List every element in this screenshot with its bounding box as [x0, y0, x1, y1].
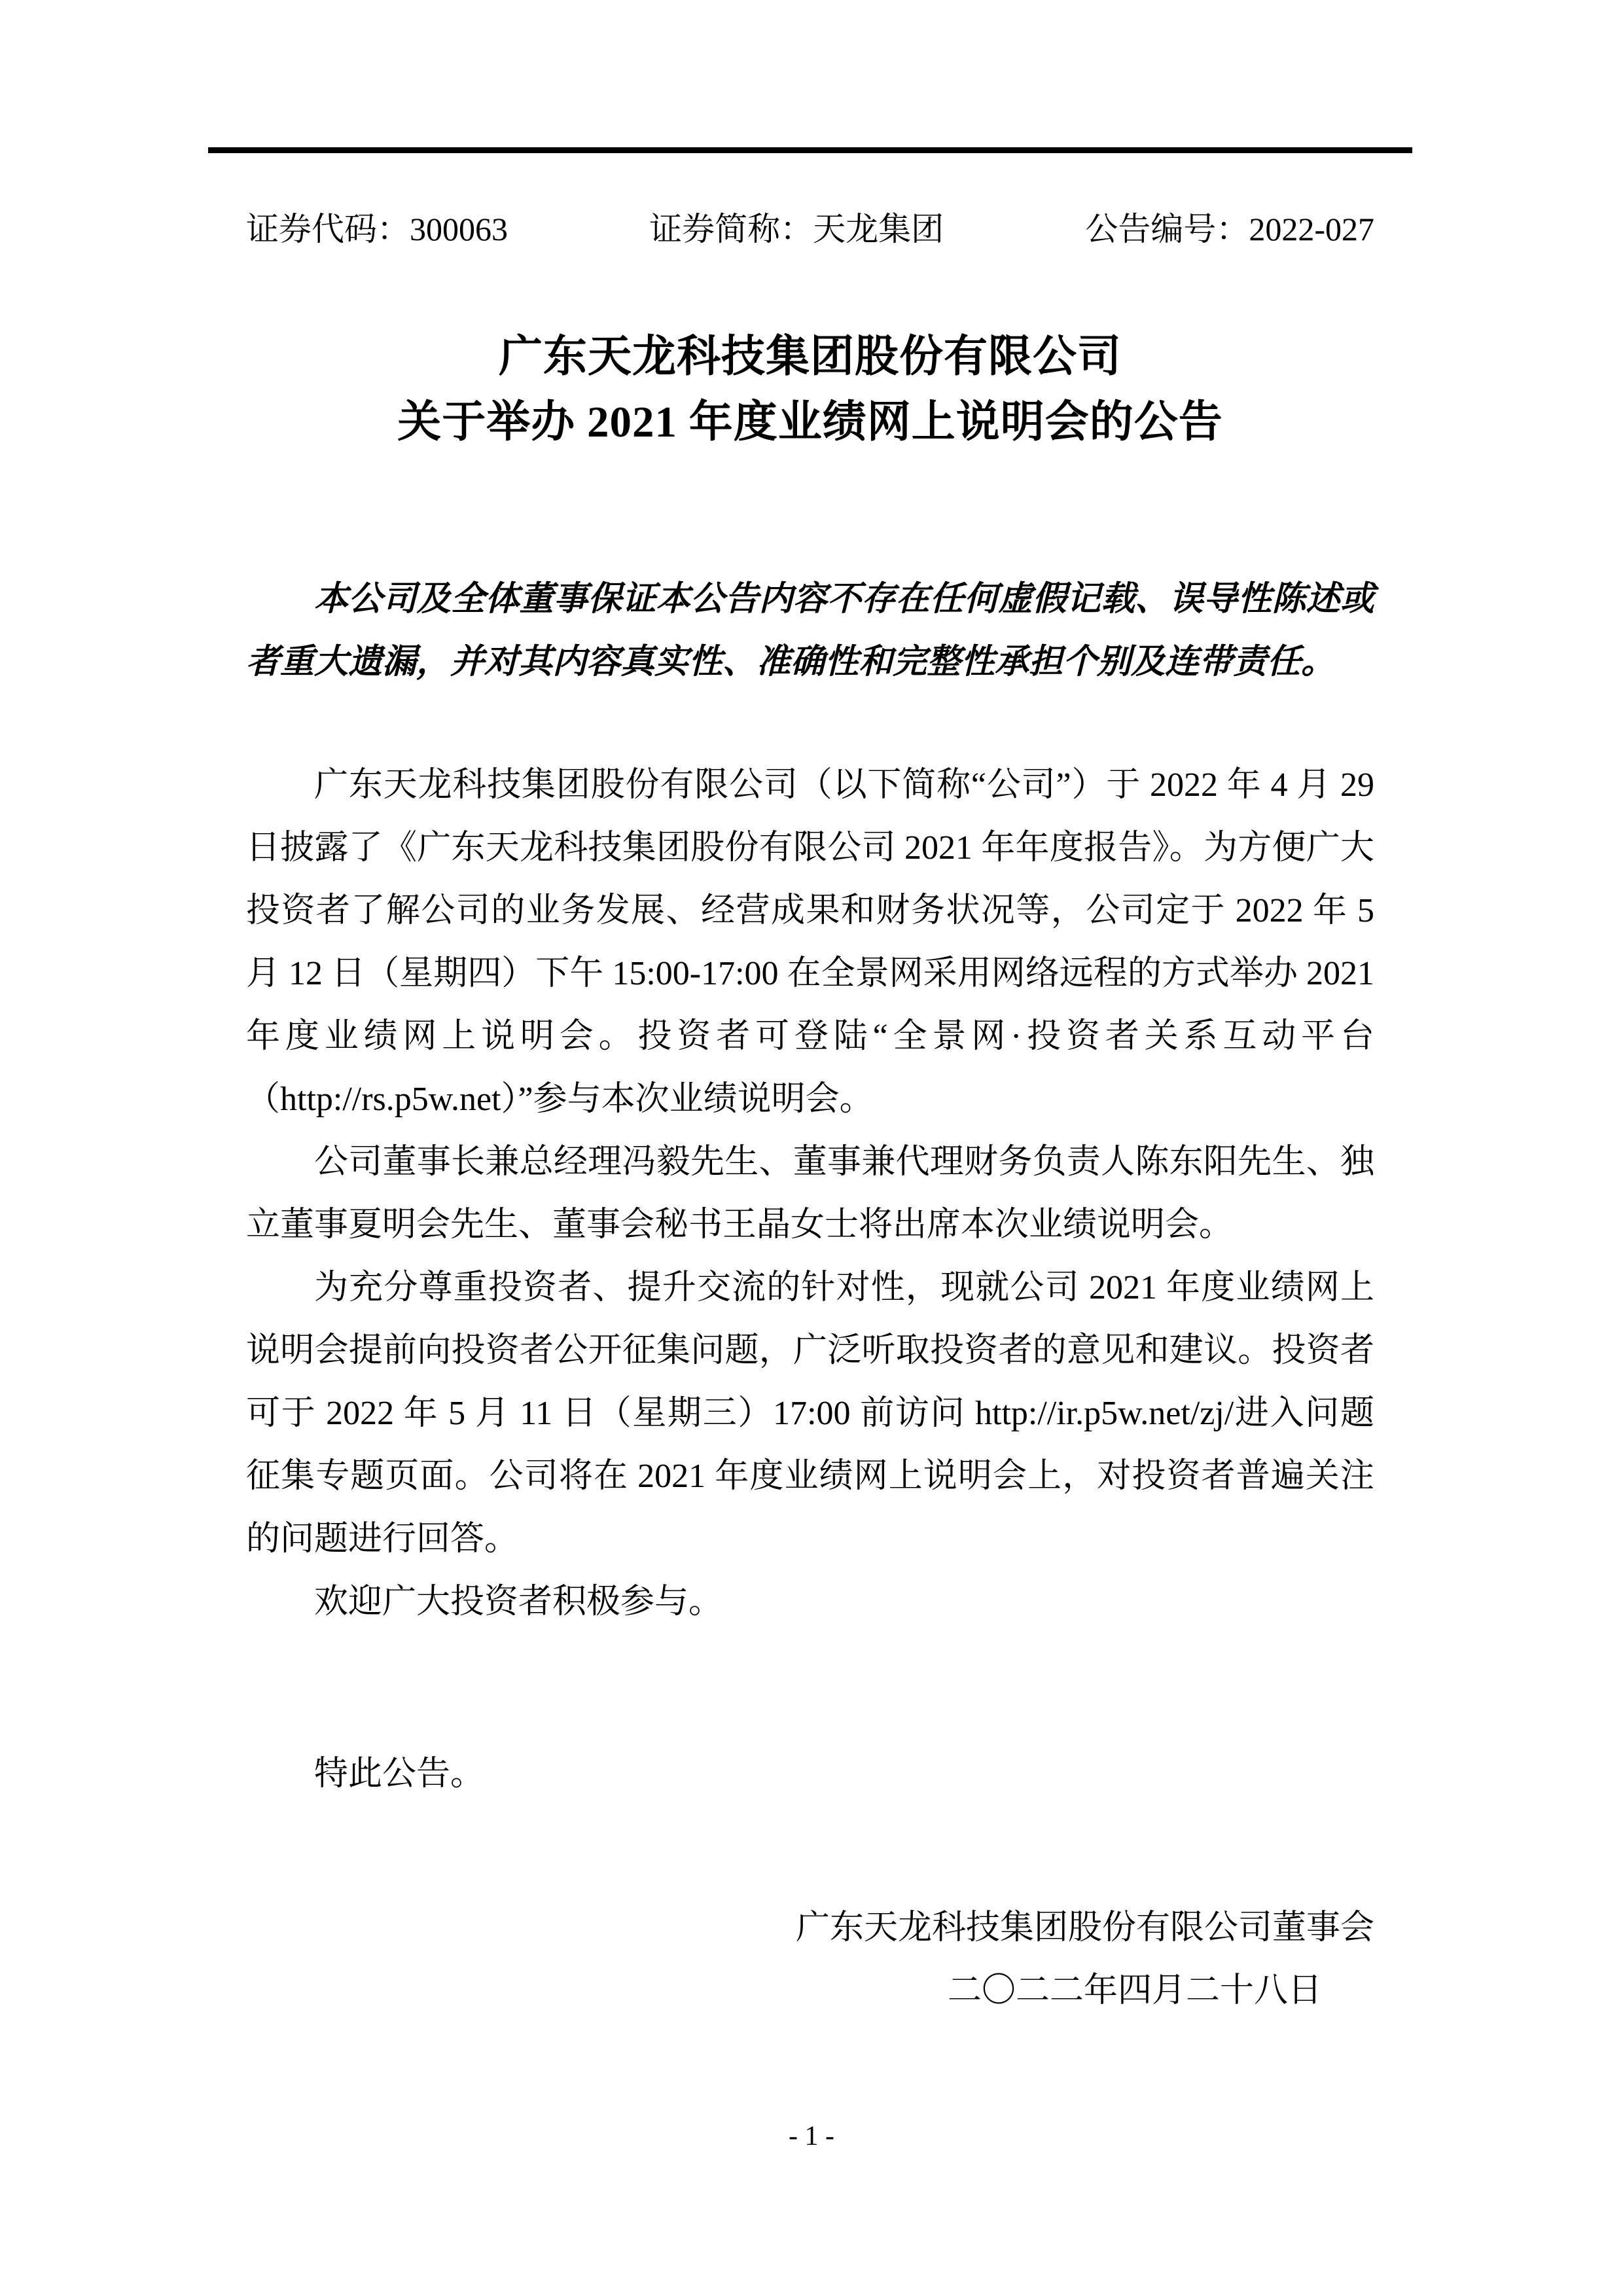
announcement-number: 公告编号：2022-027	[1085, 211, 1374, 247]
document-body	[246, 754, 1374, 1806]
title-line-company: 广东天龙科技集团股份有限公司	[499, 332, 1122, 381]
paragraph-meeting-info: 广东天龙科技集团股份有限公司（以下简称“公司”）于 2022 年 4 月 29 日披露了《广东天龙科技集团股份有限公司 2021 年年度报告》。为方便广大投资者了解公司的业务发展、经营成果和财务状况等，公司定于 2022 年 5 月 12 日（星期四）下午 15:00-17:00 在全景网采用网络远程的方式举办 2021 年度业绩网上说明会。投资者可登陆“全景网·投资者关系互动平台（http://rs.p5w.net）”参与本次业绩说明会。	[246, 766, 1374, 1118]
title-line-subject: 关于举办 2021 年度业绩网上说明会的公告	[397, 398, 1223, 446]
stock-code: 证券代码：300063	[246, 211, 508, 247]
signature-company: 广东天龙科技集团股份有限公司董事会	[795, 1909, 1374, 1946]
document-title	[246, 324, 1374, 455]
paragraph-closing: 特此公告。	[314, 1755, 485, 1793]
header-rule	[208, 147, 1412, 153]
document-header	[246, 211, 1374, 247]
stock-name: 证券简称：天龙集团	[649, 211, 944, 247]
paragraph-attendees: 公司董事长兼总经理冯毅先生、董事兼代理财务负责人陈东阳先生、独立董事夏明会先生、董事会秘书王晶女士将出席本次业绩说明会。	[246, 1143, 1374, 1244]
paragraph-welcome: 欢迎广大投资者积极参与。	[314, 1583, 723, 1621]
disclaimer-paragraph: 本公司及全体董事保证本公告内容不存在任何虚假记载、误导性陈述或者重大遗漏，并对其内容真实性、准确性和完整性承担个别及连带责任。	[246, 581, 1374, 681]
signature-block	[246, 1897, 1374, 2022]
paragraph-question-collection: 为充分尊重投资者、提升交流的针对性，现就公司 2021 年度业绩网上说明会提前向投资者公开征集问题，广泛听取投资者的意见和建议。投资者可于 2022 年 5 月 11 日（星期三）17:00 前访问 http://ir.p5w.net/zj/进入问题征集专题页面。公司将在 2021 年度业绩网上说明会上，对投资者普遍关注的问题进行回答。	[246, 1269, 1374, 1558]
signature-date: 二〇二二年四月二十八日	[947, 1972, 1322, 2009]
page-number: - 1 -	[789, 2121, 834, 2151]
